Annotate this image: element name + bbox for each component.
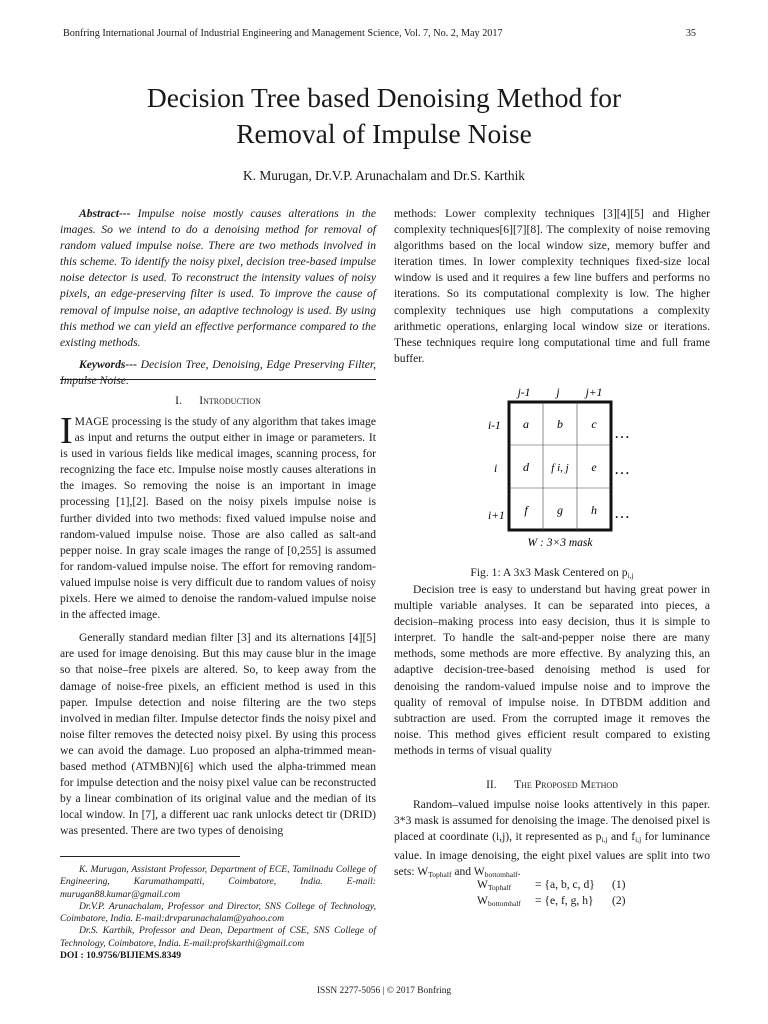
mask-cell-center: f i, j (551, 462, 569, 474)
author-list: K. Murugan, Dr.V.P. Arunachalam and Dr.S. Karthik (242, 168, 526, 183)
section-1-heading (60, 394, 376, 407)
right-column-top: methods: Lower complexity techniques [3][4][5] and Higher complexity techniques[6][7][8]. The complexity of noise removing algorithms based on the local window size, memory buffer and iteration times. In lower complexity techniques fixed-size local window is used and it requires a few line buffers and performs no iterations. So its computational complexity is low. The higher complexity techniques use high computations a complexity arithmetic operations, enlarging local window size or iterations. These techniques require long computational time and full frame buffer. (394, 207, 710, 365)
row-label: i-1 (488, 420, 501, 432)
equation-1: $W_{Tophalf}$ = {a, b, c, d} (1) (477, 878, 626, 892)
equation-2: $W_{bottomhalf}$ = {e, f, g, h} (2) (477, 894, 626, 908)
section-2-heading (394, 778, 710, 791)
mask-label: W : 3×3 mask (527, 537, 593, 549)
figure-caption: Fig. 1: A 3x3 Mask Centered on $p_{i,j}$ (470, 566, 634, 580)
equation-number: (2) (612, 894, 626, 907)
proposed-method-body (394, 797, 710, 883)
section-1-title: Introduction (199, 394, 261, 407)
right-column-mid (394, 582, 710, 759)
footnote-author-2: Dr.V.P. Arunachalam, Professor and Director, SNS College of Technology, Coimbatore, India. E-mail:drvparunachalam@yahoo.com (60, 900, 376, 925)
ellipsis-icon: … (614, 505, 630, 522)
introduction-body (60, 410, 376, 839)
footnotes (60, 864, 376, 962)
mask-figure (470, 384, 650, 554)
mask-cell: e (591, 460, 597, 474)
mask-cell: g (557, 503, 563, 517)
mask-cell: b (557, 417, 563, 431)
ellipsis-icon: … (614, 425, 630, 442)
running-header (63, 28, 696, 39)
col-label: j-1 (517, 387, 531, 399)
footnote-divider (60, 856, 240, 857)
keywords (60, 357, 376, 389)
keywords-label: Keywords--- (79, 357, 137, 371)
drop-cap: I (60, 410, 73, 452)
row-label: i (494, 463, 498, 475)
abstract (60, 206, 376, 351)
decision-tree-paragraph: Decision tree is easy to understand but having great power in multiple variable analyses. It can be separated into pieces, a decision–making process into easy decision, thus it is simple to interpret. To handle the salt-and-pepper noise there are many methods, some methods are more effective. By analyzing this, an adaptive decision-tree-based denoising method is used for denoising the random-valued impulse noise and to improve the quality of removal of impulse noise. In DTBDM addition and subtraction are used. From the corrupted image it removes the noise. This method gives efficient result compared to existing methods in terms of visual quality (394, 583, 710, 757)
intro-paragraph-2: Generally standard median filter [3] and its alternations [4][5] are used for image denoising. But this may cause blur in the image so that noise–free pixels are altered. So, to keep away from the damage of noise-free pixels, an efficient method is used in this paper. Impulse detection and noise filtering are the two steps involved in median filter. Impulse detector finds the noisy pixel and noise filter removes the detected noisy pixel. By using this process we can avoid the damage. Luo proposed an alpha-trimmed mean-based method (ATMBN)[6] which used the alpha-trimmed mean for impulse detection and the noisy pixel value can be reconstructed by a linear combination of its original value and the median of its local window. In [7], a different uac rank unlocks detect tir (DRID) was presented. There are two types of denoising (60, 631, 376, 838)
page-number: 35 (685, 28, 696, 39)
proposed-method-paragraph: Random–valued impulse noise looks attentively in this paper. 3*3 mask is assumed for denoising the image. The denoised pixel is placed at coordinate (i,j), it represented as $p_{i,j}$ and $f_{i,j}$ for luminance value. In image denoising, the eight pixel values are split into two sets: $W_{Tophalf}$ and $W_{bottomhalf}$. (394, 798, 711, 880)
equation-number: (1) (612, 878, 626, 891)
intro-paragraph-1: IMAGE processing is the study of any algorithm that takes image as input and returns the output either in image or parameters. It is used in various fields like medical images, scanning process, for recognizing the face etc. Impulse noise mostly causes alterations in the images. So removing the noise is an important in image processing [1],[2]. Based on the noisy pixels impulse noise is further divided into two methods: fixed valued impulse noise and random-valued impulse noise. Those are also called as salt-and pepper noise. In gray scale images the range of [0,255] is assumed for random-valued impulse noise. The effort for removing random-valued impulse noise is very difficult due to random values of noisy pixels. Here we aimed to denoise the random-valued impulse noise in the affected image. (60, 410, 376, 622)
title-line-1: Decision Tree based Denoising Method for (146, 82, 622, 113)
section-2-numeral: II. (486, 778, 497, 791)
doi: DOI : 10.9756/BIJIEMS.8349 (60, 950, 181, 962)
title-line-2: Removal of Impulse Noise (236, 118, 532, 149)
mask-cell: d (523, 460, 529, 474)
col-label: j (556, 387, 560, 399)
row-label: i+1 (488, 510, 505, 522)
abstract-label: Abstract--- (79, 207, 131, 220)
left-column (60, 206, 376, 389)
paper-title (0, 80, 768, 152)
mask-cell: a (523, 417, 529, 431)
col-label: j+1 (585, 387, 603, 399)
section-1-numeral: I. (175, 394, 182, 407)
ellipsis-icon: … (614, 461, 630, 478)
abstract-text: Impulse noise mostly causes alterations in the images. So we intend to do a denoising method for removal of random valued impulse noise. There are two methods involved in this scheme. To identify the noisy pixel, decision tree-based impulse noise detector is used. To reconstruct the intensity values of noisy pixels, an edge-preserving filter is used. To improve the cause of removal of impulse noise, an adaptive technology is used. By using this method we can yield an effective performance compared to the existing methods. (60, 207, 376, 349)
footnote-author-1: K. Murugan, Assistant Professor, Department of ECE, Tamilnadu College of Engineering, Karumathampatti, Coimbatore, India. E-mail: murugan88.kumar@gmail.com (60, 864, 376, 900)
mask-cell: c (591, 417, 597, 431)
mask-cell: h (591, 503, 597, 517)
section-2-title: The Proposed Method (514, 778, 618, 791)
page-footer: ISSN 2277-5056 | © 2017 Bonfring (316, 986, 452, 996)
keywords-divider (60, 379, 376, 380)
mask-cell: f (524, 503, 528, 517)
journal-name: Bonfring International Journal of Industrial Engineering and Management Science, Vol. 7, No. 2, May 2017 (63, 28, 503, 39)
footnote-author-3: Dr.S. Karthik, Professor and Dean, Department of CSE, SNS College of Technology, Coimbatore, India. E-mail:profskarthi@gmail.com (60, 925, 376, 949)
keywords-text: Decision Tree, Denoising, Edge Preserving Filter, Impulse Noise. (60, 357, 376, 387)
